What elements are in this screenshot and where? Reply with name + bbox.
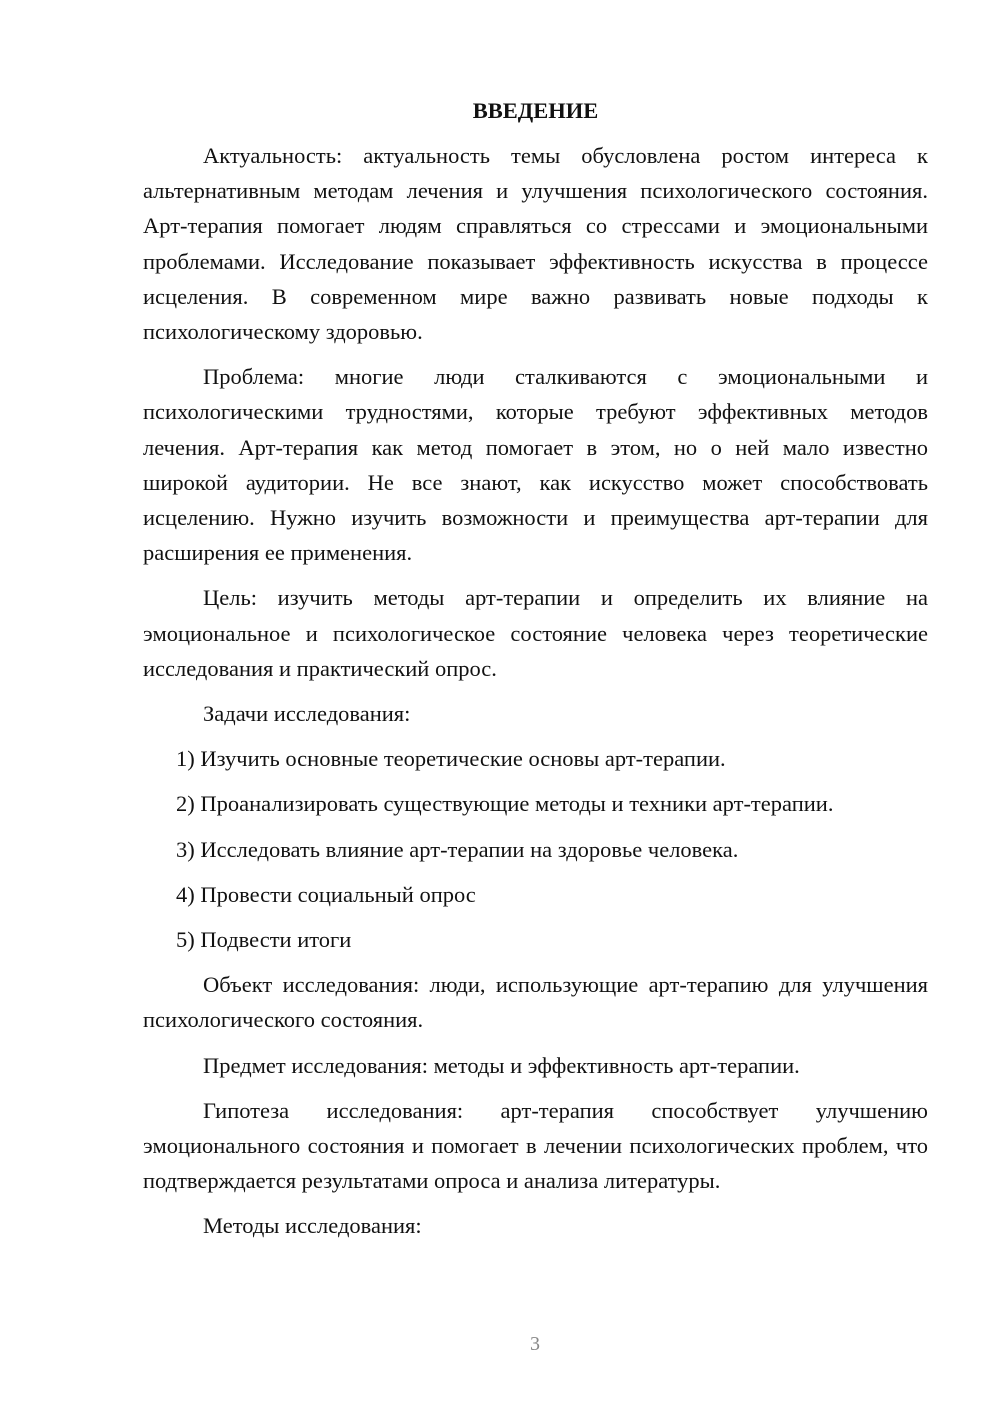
relevance-paragraph: Актуальность: актуальность темы обусловлена ростом интереса к альтернативным методам лечения и улучшения психологического состояния. Арт-терапия помогает людям справляться со стрессами и эмоциональными проблемами. Исследование показывает эффективность искусства в процессе исцеления. В современном мире важно развивать новые подходы к психологическому здоровью. <box>143 143 928 345</box>
task-item-4: 4) Провести социальный опрос <box>176 881 476 907</box>
goal-paragraph: Цель: изучить методы арт-терапии и определить их влияние на эмоциональное и психологическое состояние человека через теоретические исследования и практический опрос. <box>143 585 928 681</box>
task-item-2: 2) Проанализировать существующие методы и техники арт-терапии. <box>176 791 834 817</box>
page-content <box>143 93 928 1254</box>
tasks-heading: Задачи исследования: <box>203 701 411 727</box>
section-title: ВВЕДЕНИЕ <box>472 98 599 123</box>
page-number: 3 <box>530 1333 540 1355</box>
task-item-1: 1) Изучить основные теоретические основы арт-терапии. <box>176 746 726 772</box>
task-item-3: 3) Исследовать влияние арт-терапии на здоровье человека. <box>176 836 739 862</box>
problem-paragraph: Проблема: многие люди сталкиваются с эмоциональными и психологическими трудностями, которые требуют эффективных методов лечения. Арт-терапия как метод помогает в этом, но о ней мало известно широкой аудитории. Не все знают, как искусство может способствовать исцелению. Нужно изучить возможности и преимущества арт-терапии для расширения ее применения. <box>143 364 928 566</box>
task-item-5: 5) Подвести итоги <box>176 927 352 953</box>
object-paragraph: Объект исследования: люди, использующие арт-терапию для улучшения психологического состояния. <box>143 972 928 1033</box>
methods-heading: Методы исследования: <box>203 1213 422 1239</box>
hypothesis-paragraph: Гипотеза исследования: арт-терапия способствует улучшению эмоционального состояния и помогает в лечении психологических проблем, что подтверждается результатами опроса и анализа литературы. <box>143 1097 928 1194</box>
subject-paragraph: Предмет исследования: методы и эффективность арт-терапии. <box>203 1052 800 1078</box>
